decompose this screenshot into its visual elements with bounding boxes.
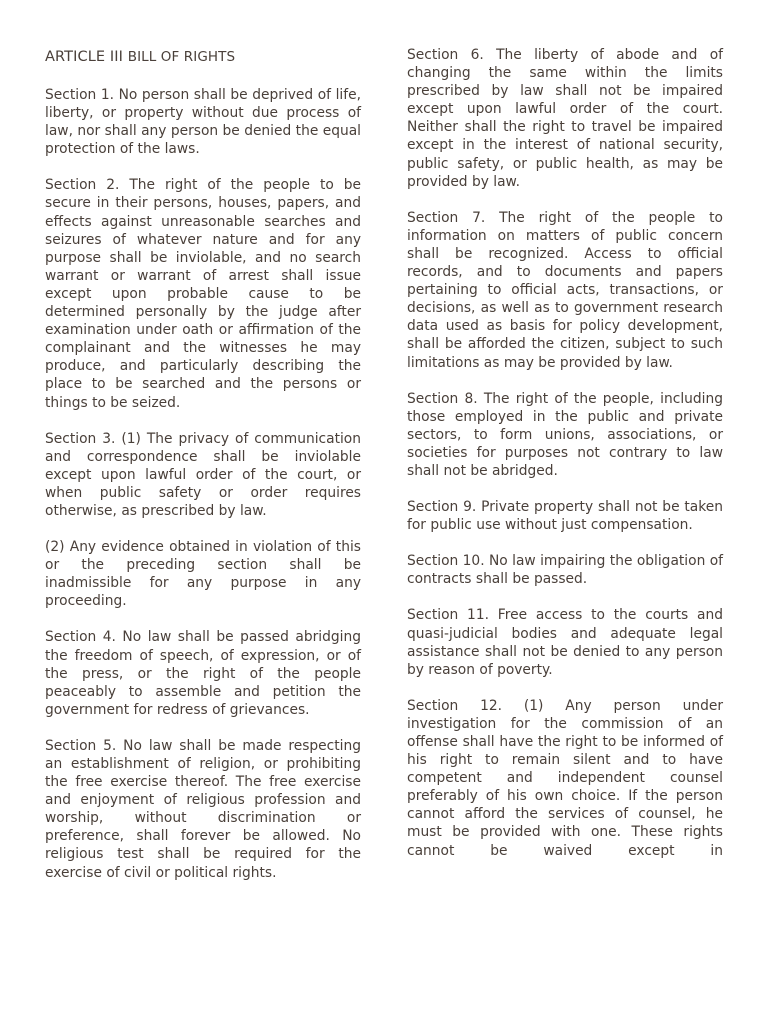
section-11: Section 11. Free access to the courts and quasi-judicial bodies and adequate legal assistance shall not be denied to any person by reason of poverty. (407, 607, 723, 678)
section-1: Section 1. No person shall be deprived of life, liberty, or property without due process of law, nor shall any person be denied the equal protection of the laws. (45, 87, 361, 158)
section-12: Section 12. (1) Any person under investigation for the commission of an offense shall have the right to be informed of his right to remain silent and to have competent and independent counsel preferably of his own choice. If the person cannot afford the services of counsel, he must be provided with one. These rights cannot be waived except in (407, 697, 723, 859)
article-number: ARTICLE III (45, 49, 123, 65)
right-column (407, 46, 723, 878)
section-10: Section 10. No law impairing the obligation of contracts shall be passed. (407, 553, 724, 588)
left-column (45, 46, 361, 900)
section-9: Section 9. Private property shall not be taken for public use without just compensation. (407, 499, 723, 534)
article-heading (45, 48, 361, 66)
article-title: BILL OF RIGHTS (127, 49, 236, 65)
section-4: Section 4. No law shall be passed abridging the freedom of speech, of expression, or of the press, or the right of the people peaceably to assemble and petition the government for redress of grievances. (45, 629, 361, 718)
section-2: Section 2. The right of the people to be secure in their persons, houses, papers, and effects against unreasonable searches and seizures of whatever nature and for any purpose shall be inviolable, and no search warrant or warrant of arrest shall issue except upon probable cause to be determined personally by the judge after examination under oath or affirmation of the complainant and the witnesses he may produce, and particularly describing the place to be searched and the persons or things to be seized. (45, 177, 361, 411)
section-3-paragraph-2: (2) Any evidence obtained in violation of this or the preceding section shall be inadmissible for any purpose in any proceeding. (45, 539, 361, 610)
section-5: Section 5. No law shall be made respecting an establishment of religion, or prohibiting the free exercise thereof. The free exercise and enjoyment of religious profession and worship, without discrimination or preference, shall forever be allowed. No religious test shall be required for the exercise of civil or political rights. (45, 737, 361, 881)
section-3-paragraph-1: Section 3. (1) The privacy of communication and correspondence shall be inviolable except upon lawful order of the court, or when public safety or order requires otherwise, as prescribed by law. (45, 430, 361, 519)
section-8: Section 8. The right of the people, including those employed in the public and private sectors, to form unions, associations, or societies for purposes not contrary to law shall not be abridged. (407, 390, 723, 479)
section-6: Section 6. The liberty of abode and of changing the same within the limits prescribed by law shall not be impaired except upon lawful order of the court. Neither shall the right to travel be impaired except in the interest of national security, public safety, or public health, as may be provided by law. (407, 47, 723, 190)
section-7: Section 7. The right of the people to information on matters of public concern shall be recognized. Access to official records, and to documents and papers pertaining to official acts, transactions, or decisions, as well as to government research data used as basis for policy development, shall be afforded the citizen, subject to such limitations as may be provided by law. (407, 209, 723, 371)
